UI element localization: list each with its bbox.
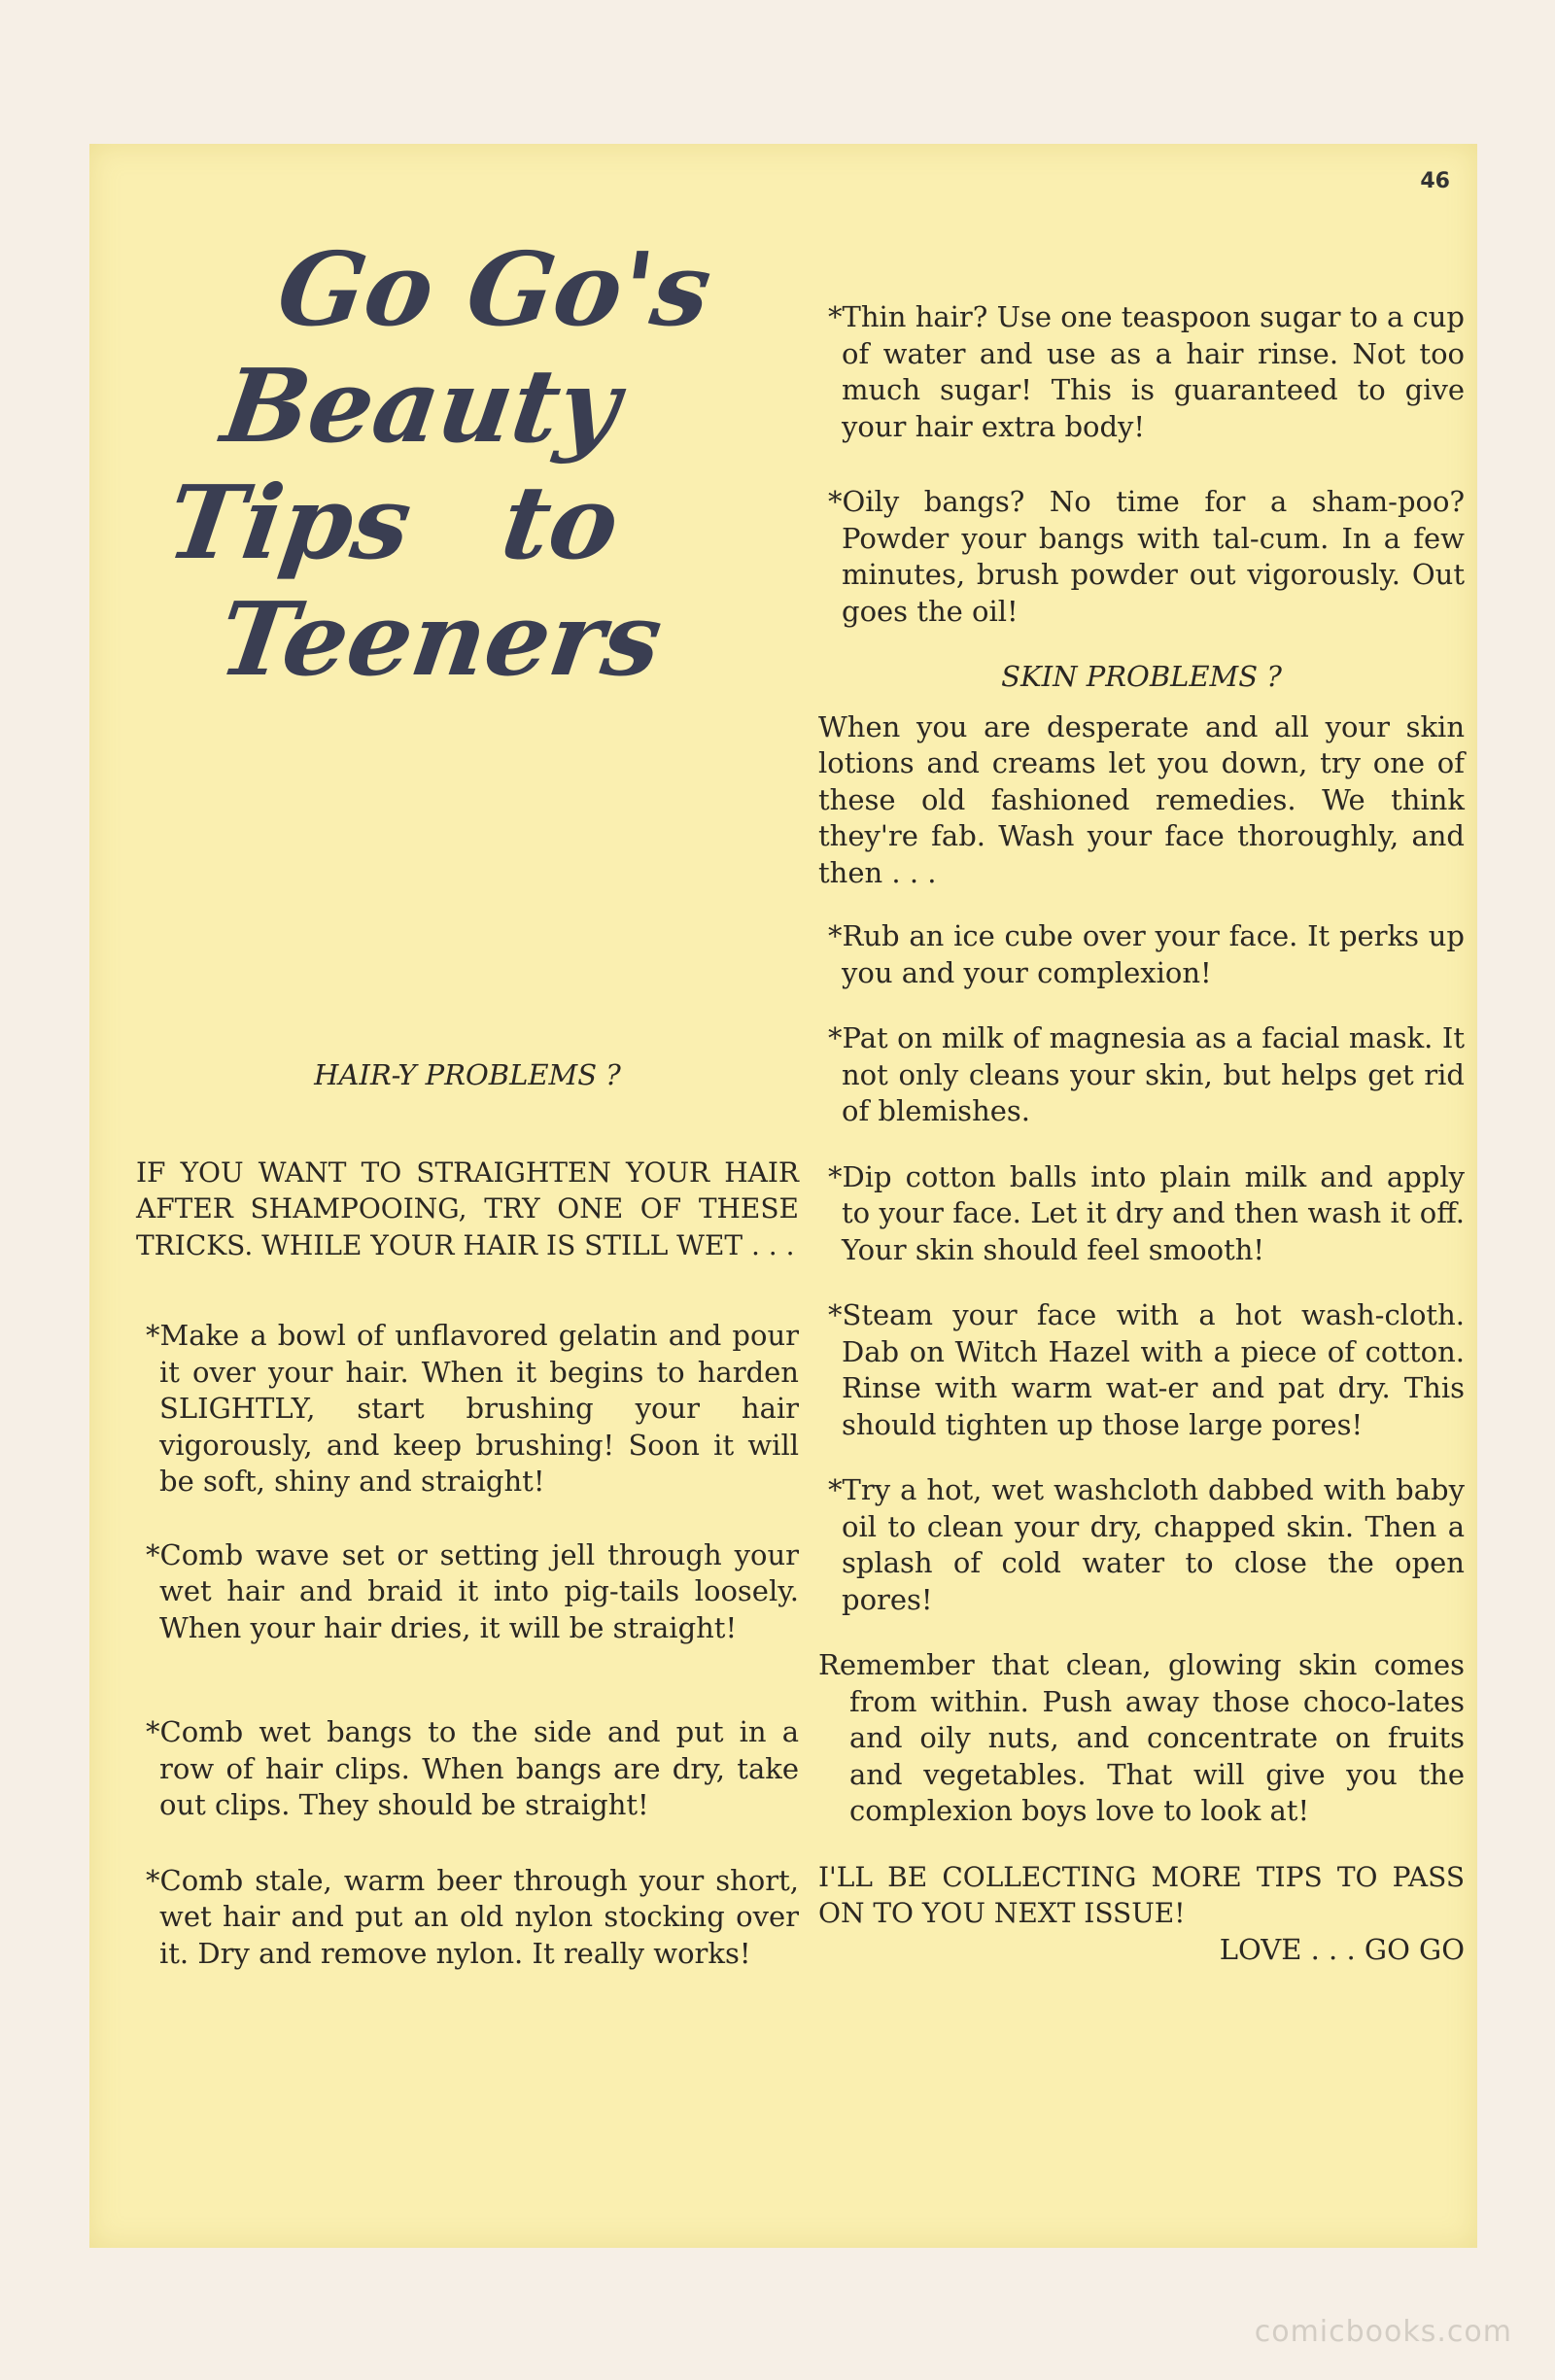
- remember-paragraph: Remember that clean, glowing skin comes from within. Push away those choco-lates and oily nuts, and concentrate on fruits and vegetables. That will give you the complexion boys love to look at!: [818, 1648, 1465, 1827]
- skin-tip-2: *Pat on milk of magnesia as a facial mask. It not only cleans your skin, but helps get rid of blemishes.: [828, 1021, 1465, 1127]
- title-line-1: Go Go's: [270, 229, 718, 349]
- hair-tip-5: *Thin hair? Use one teaspoon sugar to a cup of water and use as a hair rinse. Not too much sugar! This is guaranteed to give your hair extra body!: [828, 300, 1465, 443]
- skin-tip-3: *Dip cotton balls into plain milk and apply to your face. Let it dry and then wash it off. Your skin should feel smooth!: [828, 1159, 1465, 1266]
- title-line-2: Beauty: [215, 346, 627, 466]
- magazine-page: [89, 144, 1477, 2248]
- hair-heading: HAIR-Y PROBLEMS ?: [314, 1058, 621, 1091]
- hair-tip-4: *Comb stale, warm beer through your short, wet hair and put an old nylon stocking over it. Dry and remove nylon. It really works!: [146, 1863, 799, 1970]
- hair-tip-3: *Comb wet bangs to the side and put in a row of hair clips. When bangs are dry, take out clips. They should be straight!: [146, 1715, 799, 1821]
- hair-tip-2: *Comb wave set or setting jell through your wet hair and braid it into pig-tails loosely. When your hair dries, it will be straight!: [146, 1537, 799, 1644]
- hair-tip-6: *Oily bangs? No time for a sham-poo? Powder your bangs with tal-cum. In a few minutes, brush powder out vigorously. Out goes the oil!: [828, 485, 1465, 628]
- skin-intro: When you are desperate and all your skin lotions and creams let you down, try one of these old fashioned remedies. We think they're fab. Wash your face thoroughly, and then . . .: [818, 709, 1465, 889]
- hair-tip-1: *Make a bowl of unflavored gelatin and pour it over your hair. When it begins to harden SLIGHTLY, start brushing your hair vigorously, and keep brushing! Soon it will be soft, shiny and straight!: [146, 1319, 799, 1498]
- left-column: [136, 1057, 799, 1972]
- right-column: [818, 299, 1465, 1968]
- skin-heading: SKIN PROBLEMS ?: [1001, 660, 1282, 693]
- page-title: [144, 231, 792, 698]
- watermark: comicbooks.com: [1254, 2315, 1512, 2349]
- closing-note: I'LL BE COLLECTING MORE TIPS TO PASS ON TO YOU NEXT ISSUE!: [818, 1860, 1465, 1929]
- page-number: 46: [1420, 169, 1450, 193]
- signoff: LOVE . . . GO GO: [1219, 1932, 1465, 1966]
- skin-tip-1: *Rub an ice cube over your face. It perks up you and your complexion!: [828, 919, 1465, 989]
- title-line-4: Teeners: [212, 579, 670, 699]
- skin-tip-4: *Steam your face with a hot wash-cloth. Dab on Witch Hazel with a piece of cotton. Rinse with warm wat-er and pat dry. This should tighten up those large pores!: [828, 1298, 1465, 1441]
- title-line-3: Tips to: [159, 463, 627, 582]
- hair-intro: IF YOU WANT TO STRAIGHTEN YOUR HAIR AFTER SHAMPOOING, TRY ONE OF THESE TRICKS. WHILE YOUR HAIR IS STILL WET . . .: [136, 1156, 799, 1261]
- skin-tip-5: *Try a hot, wet washcloth dabbed with baby oil to clean your dry, chapped skin. Then a splash of cold water to close the open pores!: [828, 1473, 1465, 1616]
